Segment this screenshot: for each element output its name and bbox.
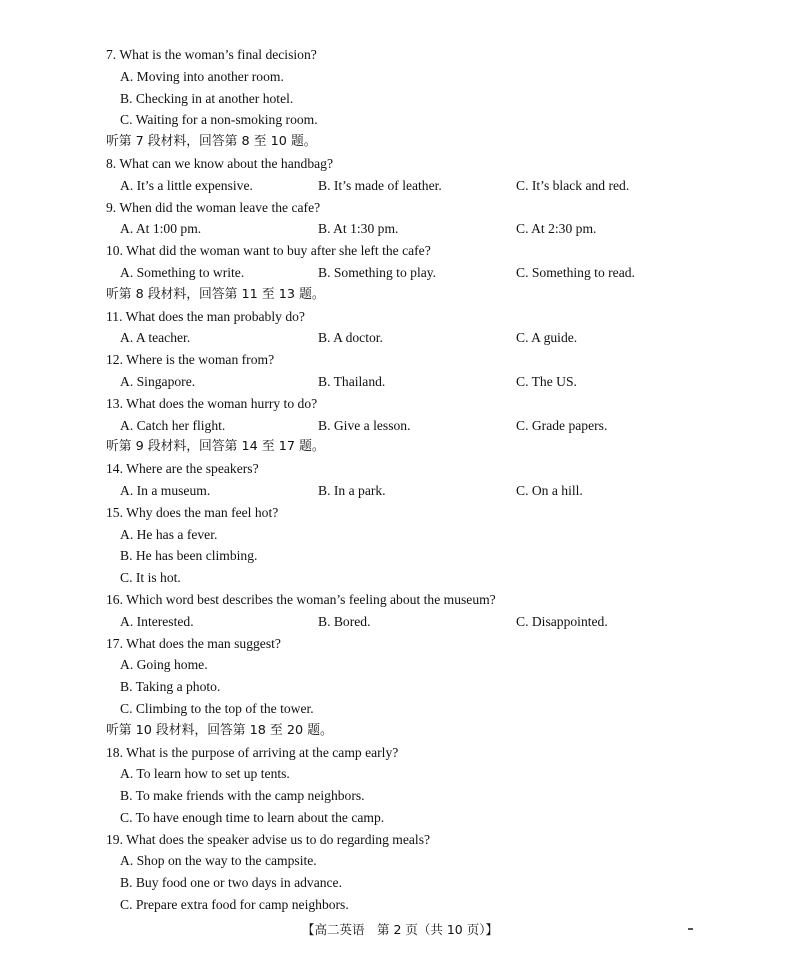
option: B. Something to play. xyxy=(318,264,437,280)
option: C. Something to read. xyxy=(516,264,635,280)
option: B. He has been climbing. xyxy=(120,548,258,564)
scan-mark xyxy=(688,928,693,930)
section-instruction: 听第 8 段材料，回答第 11 至 13 题。 xyxy=(106,286,325,302)
option: C. At 2:30 pm. xyxy=(516,221,597,237)
question-stem: 9. When did the woman leave the cafe? xyxy=(106,199,321,215)
option-row xyxy=(106,218,696,240)
question-list xyxy=(106,44,696,916)
option: B. At 1:30 pm. xyxy=(318,221,399,237)
option: A. To learn how to set up tents. xyxy=(120,766,290,782)
question-stem: 18. What is the purpose of arriving at the camp early? xyxy=(106,744,399,760)
question-stem: 14. Where are the speakers? xyxy=(106,461,259,477)
option: C. It’s black and red. xyxy=(516,177,630,193)
option: A. Catch her flight. xyxy=(120,417,226,433)
option: C. Climbing to the top of the tower. xyxy=(120,700,314,716)
option: C. On a hill. xyxy=(516,482,583,498)
option: C. Disappointed. xyxy=(516,613,608,629)
page-footer: 【高二英语 第 2 页（共 10 页）】 xyxy=(301,922,498,937)
option: B. A doctor. xyxy=(318,330,383,346)
option: A. He has a fever. xyxy=(120,526,218,542)
question-stem: 17. What does the man suggest? xyxy=(106,635,281,651)
option: C. Grade papers. xyxy=(516,417,608,433)
option: A. A teacher. xyxy=(120,330,191,346)
option: C. To have enough time to learn about the camp. xyxy=(120,809,385,825)
option: B. Buy food one or two days in advance. xyxy=(120,875,342,891)
option-row xyxy=(106,415,696,437)
option: A. In a museum. xyxy=(120,482,211,498)
option-row xyxy=(106,611,696,633)
option: A. It’s a little expensive. xyxy=(120,177,253,193)
question-stem: 12. Where is the woman from? xyxy=(106,352,275,368)
option: C. It is hot. xyxy=(120,570,181,586)
question-stem: 19. What does the speaker advise us to do regarding meals? xyxy=(106,831,431,847)
option: A. Moving into another room. xyxy=(120,68,284,84)
option: C. The US. xyxy=(516,373,577,389)
section-instruction: 听第 9 段材料，回答第 14 至 17 题。 xyxy=(106,439,325,455)
question-stem: 8. What can we know about the handbag? xyxy=(106,155,333,171)
section-instruction: 听第 10 段材料，回答第 18 至 20 题。 xyxy=(106,722,333,738)
option: A. Something to write. xyxy=(120,264,245,280)
option-row xyxy=(106,175,696,197)
option-row xyxy=(106,262,696,284)
option: B. It’s made of leather. xyxy=(318,177,442,193)
option: A. Interested. xyxy=(120,613,194,629)
question-stem: 10. What did the woman want to buy after she left the cafe? xyxy=(106,243,431,259)
option: B. Give a lesson. xyxy=(318,417,411,433)
option: A. Shop on the way to the campsite. xyxy=(120,853,317,869)
option-row xyxy=(106,371,696,393)
question-stem: 11. What does the man probably do? xyxy=(106,308,305,324)
option: B. Bored. xyxy=(318,613,371,629)
question-stem: 15. Why does the man feel hot? xyxy=(106,504,279,520)
option: B. To make friends with the camp neighbors. xyxy=(120,788,365,804)
option: A. Going home. xyxy=(120,657,208,673)
option: C. Prepare extra food for camp neighbors. xyxy=(120,897,349,913)
option: A. At 1:00 pm. xyxy=(120,221,202,237)
question-stem: 7. What is the woman’s final decision? xyxy=(106,47,317,62)
section-instruction: 听第 7 段材料，回答第 8 至 10 题。 xyxy=(106,134,317,150)
option: C. Waiting for a non-smoking room. xyxy=(120,112,318,128)
option-row xyxy=(106,327,696,349)
option: B. In a park. xyxy=(318,482,386,498)
option: B. Taking a photo. xyxy=(120,679,221,695)
option: B. Checking in at another hotel. xyxy=(120,90,294,106)
question-stem: 16. Which word best describes the woman’s feeling about the museum? xyxy=(106,591,496,607)
option: C. A guide. xyxy=(516,330,578,346)
option: A. Singapore. xyxy=(120,373,196,389)
option-row xyxy=(106,480,696,502)
question-stem: 13. What does the woman hurry to do? xyxy=(106,395,318,411)
option: B. Thailand. xyxy=(318,373,386,389)
